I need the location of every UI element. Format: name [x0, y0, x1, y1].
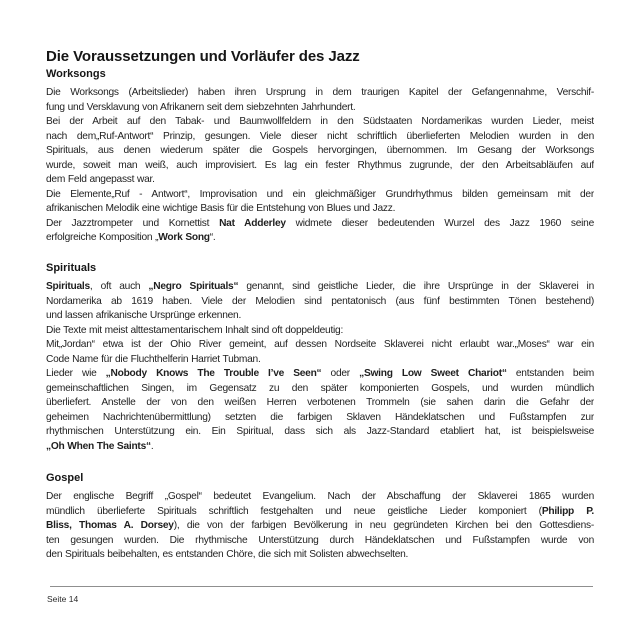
section-worksongs	[46, 67, 594, 246]
section-heading: Worksongs	[46, 68, 106, 80]
text: Die Elemente„Ruf - Antwort“, Improvisation und ein gleichmäßiger Grundrhythmus bilden gemeinsam mit der	[46, 188, 594, 200]
text: Lieder wie	[46, 368, 106, 379]
text-line	[46, 86, 594, 101]
text-line	[46, 353, 594, 368]
text: Spirituals, aus denen wiederum später die Gospels hervorgingen, übernommen. Im Gesang der Worksongs	[46, 145, 594, 156]
text: den Spirituals beibehalten, es entstanden Chöre, die sich mit Solisten abwechselten.	[46, 549, 409, 560]
text: erfolgreiche Komposition „	[46, 232, 159, 243]
text: rhythmischen Unterstützung ein. Ein Spiritual, dass sich als Jazz-Standard etabliert hat, ist beispielsweise	[46, 426, 594, 437]
section-heading: Gospel	[46, 472, 84, 484]
bold-text: Bliss, Thomas A. Dorsey	[46, 520, 174, 531]
bold-text: „Negro Spirituals“	[148, 281, 239, 292]
text-line	[46, 440, 594, 455]
text-line	[46, 217, 594, 232]
text: widmete dieser bedeutenden Wurzel des Jazz 1960 seine	[285, 217, 594, 229]
text: Die Texte mit meist alttestamentarischem Inhalt sind oft doppeldeutig:	[46, 324, 344, 336]
page-title: Die Voraussetzungen und Vorläufer des Jazz	[46, 48, 360, 66]
text: Mit„Jordan“ etwa ist der Ohio River gemeint, auf dessen Nordseite Sklaverei nicht erlaubt war.„Moses“ war ein	[46, 339, 594, 350]
section-body	[46, 280, 594, 454]
bold-text: Nat Adderley	[219, 217, 286, 229]
section-body	[46, 86, 594, 246]
text-line	[46, 338, 594, 353]
text-line	[46, 548, 594, 563]
bold-text: „Nobody Knows The Trouble I’ve Seen“	[105, 368, 322, 379]
text: ten gesungen wurden. Die rhythmische Unterstützung durch Händeklatschen und Fußstampfen wurde von	[46, 534, 594, 546]
text: ), die von der farbigen Bevölkerung in neu gegründeten Kirchen bei den Gottesdiens-	[173, 520, 594, 531]
text-line	[46, 202, 594, 217]
text-line	[46, 130, 594, 145]
text-line	[46, 173, 594, 188]
text-line	[46, 367, 594, 382]
text-line	[46, 144, 594, 159]
bold-text: Spirituals	[46, 281, 90, 292]
text: , oft auch	[89, 281, 149, 292]
text: fung und Versklavung von Afrikanern seit dem siebzehnten Jahrhundert.	[46, 101, 356, 113]
bold-text: Work Song	[158, 232, 210, 243]
text: Code Name für die Fluchthelferin Harriet Tubman.	[46, 353, 261, 365]
text: “.	[209, 232, 216, 243]
text-line	[46, 309, 594, 324]
text-line	[46, 324, 594, 339]
text: Bei der Arbeit auf den Tabak- und Baumwollfeldern in den Südstaaten Nordamerikas wurden Lieder, meist	[46, 116, 594, 127]
text: .	[150, 440, 154, 452]
bold-text: „Oh When The Saints“	[46, 440, 151, 452]
text-line	[46, 231, 594, 246]
bold-text: Philipp P.	[541, 505, 594, 517]
text-line	[46, 295, 594, 310]
text-line	[46, 411, 594, 426]
text: Die Worksongs (Arbeitslieder) haben ihren Ursprung in dem traurigen Kapitel der Gefangennahme, Verschif-	[46, 87, 594, 98]
text: dem Feld angepasst war.	[46, 174, 155, 185]
text-line	[46, 519, 594, 534]
text: Nordamerika ab 1619 haben. Viele der Melodien sind pentatonisch (aus fünf bestimmten Tönen bestehend)	[46, 295, 594, 307]
section-body	[46, 490, 594, 563]
text: afrikanischen Melodik eine wichtige Basis für die Entstehung von Blues und Jazz.	[46, 203, 396, 214]
text: überliefert. Anstelle der von den weißen Herren verbotenen Trommeln (sie sahen darin die Gefahr der	[46, 397, 594, 408]
text-line	[46, 425, 594, 440]
text-line	[46, 382, 594, 397]
text: entstanden beim	[506, 368, 594, 379]
text: Der englische Begriff „Gospel“ bedeutet Evangelium. Nach der Abschaffung der Sklaverei 1865 wurden	[46, 491, 594, 502]
section-heading: Spirituals	[46, 262, 97, 274]
text: wurde, soweit man weiß, auch improvisiert. Es lag ein fester Rhythmus zugrunde, der den Arbeitsabläufen auf	[46, 159, 594, 171]
section-spirituals	[46, 261, 594, 454]
text-line	[46, 159, 594, 174]
text: geheimen Nachrichtenübermittlung) setzten die farbigen Sklaven Händeklatschen und Fußstampfen zur	[46, 411, 594, 423]
text-line	[46, 505, 594, 520]
text: gemeinschaftlichen Singen, im Gegensatz zu den später komponierten Gospels, und wurden mündlich	[46, 382, 594, 394]
text: mündlich überlieferte Spirituals schriftlich festgehalten und neue geistliche Lieder komponiert (	[46, 505, 542, 517]
text-line	[46, 396, 594, 411]
text-line	[46, 490, 594, 505]
footer-divider	[50, 586, 593, 587]
section-gospel	[46, 471, 594, 563]
text: oder	[321, 368, 360, 379]
text-line	[46, 188, 594, 203]
bold-text: „Swing Low Sweet Chariot“	[359, 368, 507, 379]
text: nach dem„Ruf-Antwort“ Prinzip, gesungen. Viele dieser nicht schriftlich überlieferten Melodien wurden in den	[46, 130, 594, 142]
text-line	[46, 101, 594, 116]
text-line	[46, 115, 594, 130]
text-line	[46, 280, 594, 295]
text-line	[46, 534, 594, 549]
page-number-label: Seite 14	[47, 594, 79, 604]
text: und lassen afrikanische Ursprünge erkennen.	[46, 310, 242, 321]
text: Der Jazztrompeter und Kornettist	[46, 217, 220, 229]
text: genannt, sind geistliche Lieder, die ihre Ursprünge in der Sklaverei in	[238, 281, 594, 292]
